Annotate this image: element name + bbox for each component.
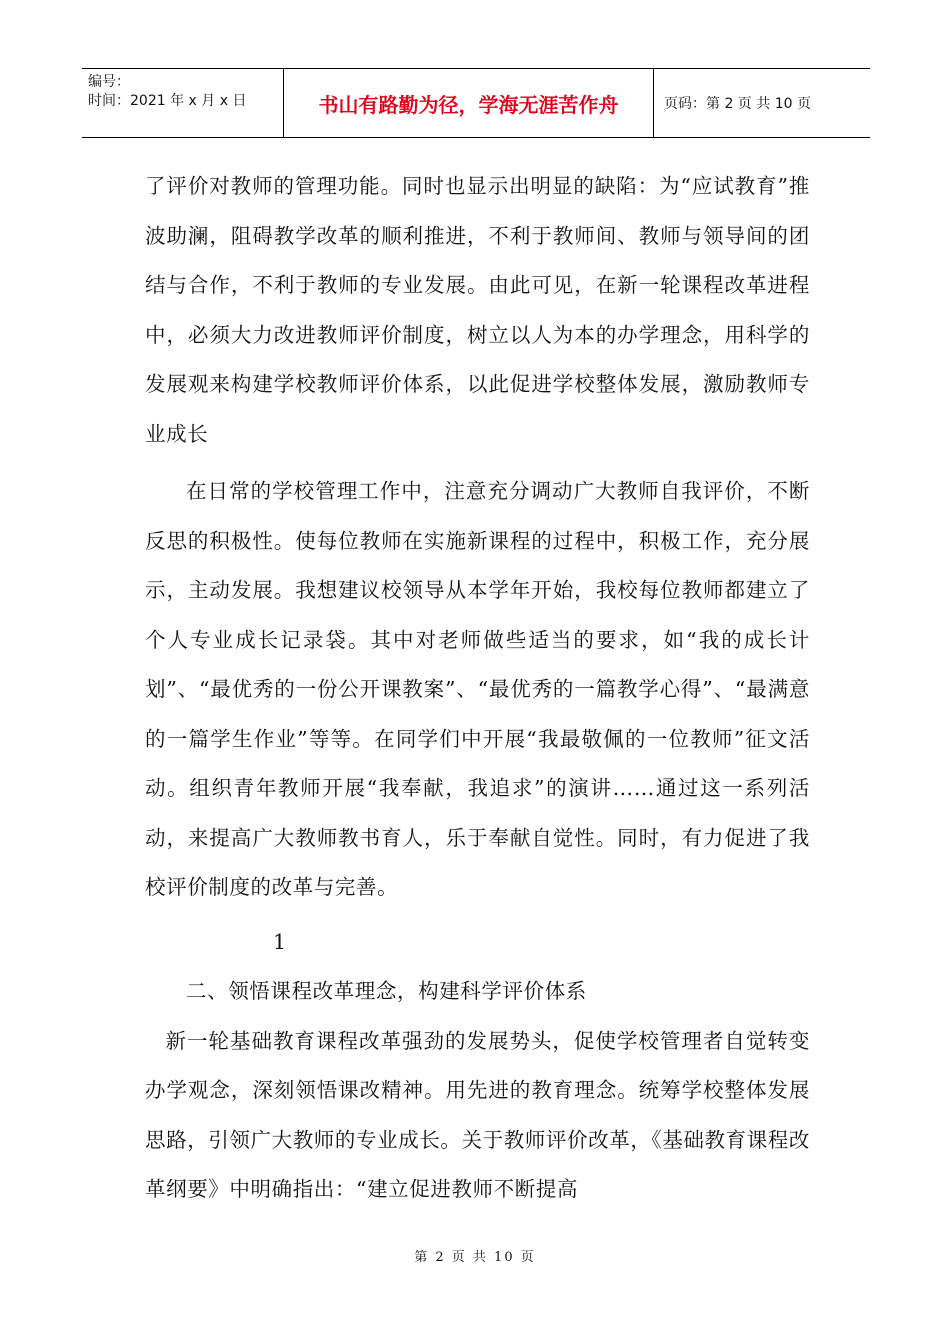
header-table bbox=[82, 68, 870, 138]
code-label: 编号： bbox=[88, 74, 130, 90]
paragraph-1: 了评价对教师的管理功能。同时也显示出明显的缺陷：为“应试教育”推波助澜，阻碍教学改革的顺利推进，不利于教师间、教师与领导间的团结与合作，不利于教师的专业发展。由此可见，在新一轮课程改革进程中，必须大力改进教师评价制度，树立以人为本的办学理念，用科学的发展观来构建学校教师评价体系，以此促进学校整体发展，激励教师专业成长 bbox=[145, 174, 810, 446]
section-title: 二、领悟课程改革理念，构建科学评价体系 bbox=[186, 979, 587, 1003]
page-label: 页码：第 2 页 共 10 页 bbox=[664, 96, 811, 112]
paragraph-2: 在日常的学校管理工作中，注意充分调动广大教师自我评价，不断反思的积极性。使每位教师在实施新课程的过程中，积极工作，充分展示，主动发展。我想建议校领导从本学年开始，我校每位教师都建立了个人专业成长记录袋。其中对老师做些适当的要求，如“我的成长计划”、“最优秀的一份公开课教案”、“最优秀的一篇教学心得”、“最满意的一篇学生作业”等等。在同学们中开展“我最敬佩的一位教师”征文活动。组织青年教师开展“我奉献，我追求”的演讲……通过这一系列活动，来提高广大教师教书育人，乐于奉献自觉性。同时，有力促进了我校评价制度的改革与完善。 bbox=[145, 479, 810, 899]
paragraph-3: 新一轮基础教育课程改革强劲的发展势头，促使学校管理者自觉转变办学观念，深刻领悟课改精神。用先进的教育理念。统筹学校整体发展思路，引领广大教师的专业成长。关于教师评价改革，《基础教育课程改革纲要》中明确指出：“建立促进教师不断提高 bbox=[145, 1028, 810, 1201]
time-label: 时间：2021 年 x 月 x 日 bbox=[88, 93, 247, 109]
body-text bbox=[145, 162, 810, 1215]
header-left-cell bbox=[82, 69, 284, 137]
motto: 书山有路勤为径，学海无涯苦作舟 bbox=[284, 69, 654, 137]
page-number-inline: 1 bbox=[273, 929, 287, 954]
page-footer: 第 2 页 共 10 页 bbox=[414, 1250, 536, 1265]
